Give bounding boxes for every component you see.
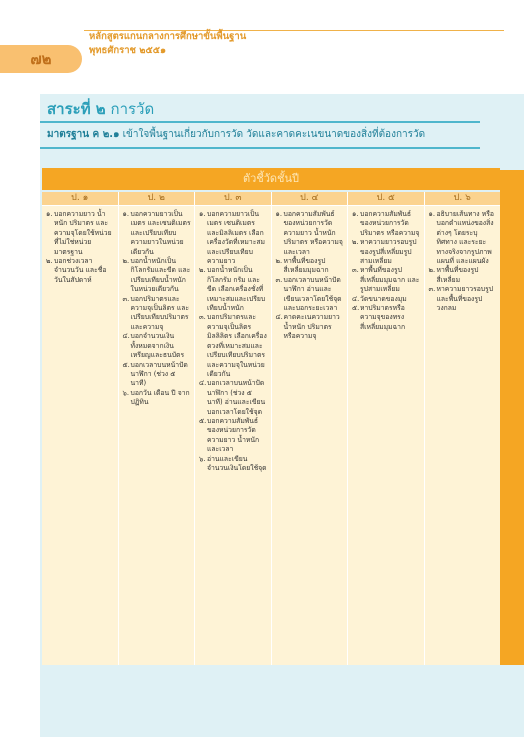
indicator-number: ๓. — [428, 285, 436, 294]
indicator-text: หาความยาวรอบรูปของรูปสี่เหลี่ยมรูปสามเหลี่ยม — [360, 238, 417, 266]
indicator-text: บอกความยาวเป็นเมตร และเซนติเมตร และเปรียบเทียบความยาวในหน่วยเดียวกัน — [130, 210, 191, 256]
standard-text: เข้าใจพื้นฐานเกี่ยวกับการวัด วัดและคาดคะเนขนาดของสิ่งที่ต้องการวัด — [122, 129, 426, 140]
grade-header: ป. ๓ — [195, 192, 271, 205]
indicator-item — [123, 361, 192, 389]
indicator-number: ๒. — [46, 257, 53, 266]
indicator-item — [123, 257, 192, 295]
indicator-text: อ่านและเขียนจำนวนเงินโดยใช้จุด — [207, 454, 267, 472]
indicator-item — [199, 210, 268, 266]
indicator-number: ๔. — [352, 294, 360, 303]
indicator-text: บอกความยาวเป็นเมตร เซนติเมตร และมิลลิเมตร เลือกเครื่องวัดที่เหมาะสมและเปรียบเทียบความยาว — [207, 210, 266, 266]
indicator-item — [352, 295, 421, 304]
indicator-item — [352, 238, 421, 266]
indicator-item — [123, 389, 192, 408]
indicator-text: บอกน้ำหนักเป็นกิโลกรัม กรัม และขีด เลือกเครื่องชั่งที่เหมาะสมและเปรียบเทียบน้ำหนัก — [207, 266, 266, 313]
indicator-list — [272, 205, 348, 665]
indicator-text: บอกปริมาตรและความจุเป็นลิตร มิลลิลิตร เลือกเครื่องตวงที่เหมาะสมและเปรียบเทียบปริมาตรและความจุในหน่วยเดียวกัน — [207, 313, 267, 378]
grade-column — [347, 192, 424, 665]
indicator-number: ๑. — [428, 210, 435, 218]
indicator-text: หาความยาวรอบรูป และพื้นที่ของรูปวงกลม — [436, 285, 494, 313]
indicator-item — [429, 266, 498, 285]
grade-column — [271, 192, 348, 665]
strand-label: สาระที่ ๒ — [47, 100, 106, 118]
indicator-item — [199, 455, 268, 474]
indicator-number: ๕. — [199, 416, 207, 425]
grade-header: ป. ๖ — [425, 192, 501, 205]
indicator-text: วัดขนาดของมุม — [360, 294, 407, 303]
indicator-text: บอกเวลาบนหน้าปัดนาฬิกา (ช่วง ๕ นาที) — [130, 360, 188, 388]
indicator-item — [199, 379, 268, 417]
grade-columns — [42, 192, 500, 665]
grade-header: ป. ๕ — [348, 192, 424, 205]
grade-column — [118, 192, 195, 665]
indicator-text: บอกความสัมพันธ์ของหน่วยการวัดความยาว น้ำหนัก ปริมาตร หรือความจุ และเวลา — [283, 210, 343, 256]
indicator-number: ๒. — [275, 257, 283, 266]
indicator-item — [276, 210, 345, 257]
indicator-text: บอกน้ำหนักเป็นกิโลกรัมและขีด และเปรียบเทียบน้ำหนักในหน่วยเดียวกัน — [130, 257, 191, 294]
grade-header: ป. ๒ — [119, 192, 195, 205]
indicator-item — [123, 210, 192, 257]
indicator-text: บอกเวลาบนหน้าปัดนาฬิกา อ่านและเขียนเวลาโดยใช้จุดและบอกระยะเวลา — [283, 275, 342, 313]
indicator-item — [123, 332, 192, 360]
strand-name: การวัด — [110, 100, 155, 118]
curriculum-year: พุทธศักราช ๒๕๕๑ — [89, 45, 166, 56]
grade-column — [424, 192, 501, 665]
strand-title — [47, 99, 154, 119]
indicator-item — [276, 257, 345, 276]
indicator-list — [425, 205, 501, 665]
indicator-number: ๕. — [122, 360, 130, 369]
indicator-item — [429, 210, 498, 266]
indicator-text: บอกจำนวนเงินทั้งหมดจากเงินเหรียญและธนบัตร — [130, 332, 185, 360]
indicator-list — [42, 205, 118, 665]
indicator-number: ๑. — [352, 210, 359, 218]
indicator-number: ๑. — [122, 210, 129, 218]
indicator-text: หาพื้นที่ของรูปสี่เหลี่ยมมุมฉาก — [283, 257, 329, 275]
indicator-text: บอกความยาว น้ำหนัก ปริมาตร และความจุโดยใช้หน่วยที่ไม่ใช่หน่วยมาตรฐาน — [54, 210, 112, 256]
indicator-text: บอกปริมาตรและความจุเป็นลิตร และเปรียบเทียบปริมาตรและความจุ — [130, 294, 190, 331]
indicator-item — [429, 285, 498, 313]
indicator-text: คาดคะเนความยาว น้ำหนัก ปริมาตร หรือความจุ — [283, 313, 340, 341]
grade-header: ป. ๔ — [272, 192, 348, 205]
indicator-item — [46, 257, 115, 285]
indicator-number: ๑. — [199, 210, 206, 218]
side-accent-bar — [500, 170, 524, 665]
indicator-item — [199, 266, 268, 313]
indicator-item — [123, 295, 192, 333]
grade-column — [194, 192, 271, 665]
indicator-number: ๒. — [122, 257, 130, 266]
indicator-list — [119, 205, 195, 665]
indicator-item — [352, 210, 421, 238]
indicator-item — [276, 313, 345, 341]
indicator-item — [352, 304, 421, 332]
indicator-number: ๑. — [46, 210, 53, 218]
indicator-text: บอกความสัมพันธ์ของหน่วยการวัดปริมาตร หรือความจุ — [360, 210, 420, 237]
indicator-text: บอกวัน เดือน ปี จากปฏิทิน — [130, 388, 190, 407]
indicator-table — [42, 168, 500, 665]
indicator-number: ๔. — [275, 313, 283, 322]
standard-code: มาตรฐาน ค ๒.๑ — [47, 129, 120, 140]
indicator-number: ๒. — [428, 266, 436, 275]
indicator-text: บอกช่วงเวลา จำนวนวัน และชื่อวันในสัปดาห์ — [54, 257, 107, 284]
page-number: ๗๒ — [0, 45, 82, 73]
indicator-number: ๒. — [352, 238, 359, 247]
indicator-text: หาปริมาตรหรือความจุของทรงสี่เหลี่ยมมุมฉาก — [360, 304, 406, 331]
indicator-text: หาพื้นที่ของรูปสี่เหลี่ยม — [436, 266, 479, 284]
indicator-header: ตัวชี้วัดชั้นปี — [42, 168, 500, 190]
indicator-text: อธิบายเส้นทาง หรือบอกตำแหน่งของสิ่งต่างๆ โดยระบุทิศทาง และระยะทางจริงจากรูปภาพ แผนที่ และแผนผัง — [436, 210, 494, 266]
indicator-text: บอกเวลาบนหน้าปัดนาฬิกา (ช่วง ๕ นาที) อ่านและเขียนบอกเวลาโดยใช้จุด — [207, 379, 266, 416]
indicator-item — [352, 266, 421, 294]
indicator-text: บอกความสัมพันธ์ของหน่วยการวัดความยาว น้ำหนักและเวลา — [207, 416, 260, 454]
indicator-list — [348, 205, 424, 665]
grade-header: ป. ๑ — [42, 192, 118, 205]
indicator-list — [195, 205, 271, 665]
indicator-number: ๓. — [352, 266, 359, 275]
indicator-number: ๕. — [352, 304, 360, 313]
indicator-number: ๑. — [275, 210, 282, 218]
standard-divider — [40, 147, 480, 149]
indicator-number: ๖. — [199, 454, 206, 463]
indicator-item — [199, 313, 268, 379]
indicator-number: ๓. — [122, 294, 130, 303]
strand-divider — [40, 121, 480, 123]
indicator-number: ๖. — [122, 388, 129, 397]
indicator-number: ๔. — [122, 332, 130, 341]
indicator-item — [199, 417, 268, 455]
grade-column — [42, 192, 118, 665]
indicator-number: ๓. — [275, 275, 283, 284]
standard-line — [47, 127, 487, 143]
indicator-item — [46, 210, 115, 257]
indicator-number: ๒. — [199, 266, 206, 275]
indicator-text: หาพื้นที่ของรูปสี่เหลี่ยมมุมฉาก และรูปสามเหลี่ยม — [360, 266, 420, 294]
indicator-item — [276, 276, 345, 314]
curriculum-title: หลักสูตรแกนกลางการศึกษาขั้นพื้นฐาน — [89, 31, 247, 42]
indicator-number: ๓. — [199, 313, 206, 322]
indicator-number: ๔. — [199, 379, 207, 388]
